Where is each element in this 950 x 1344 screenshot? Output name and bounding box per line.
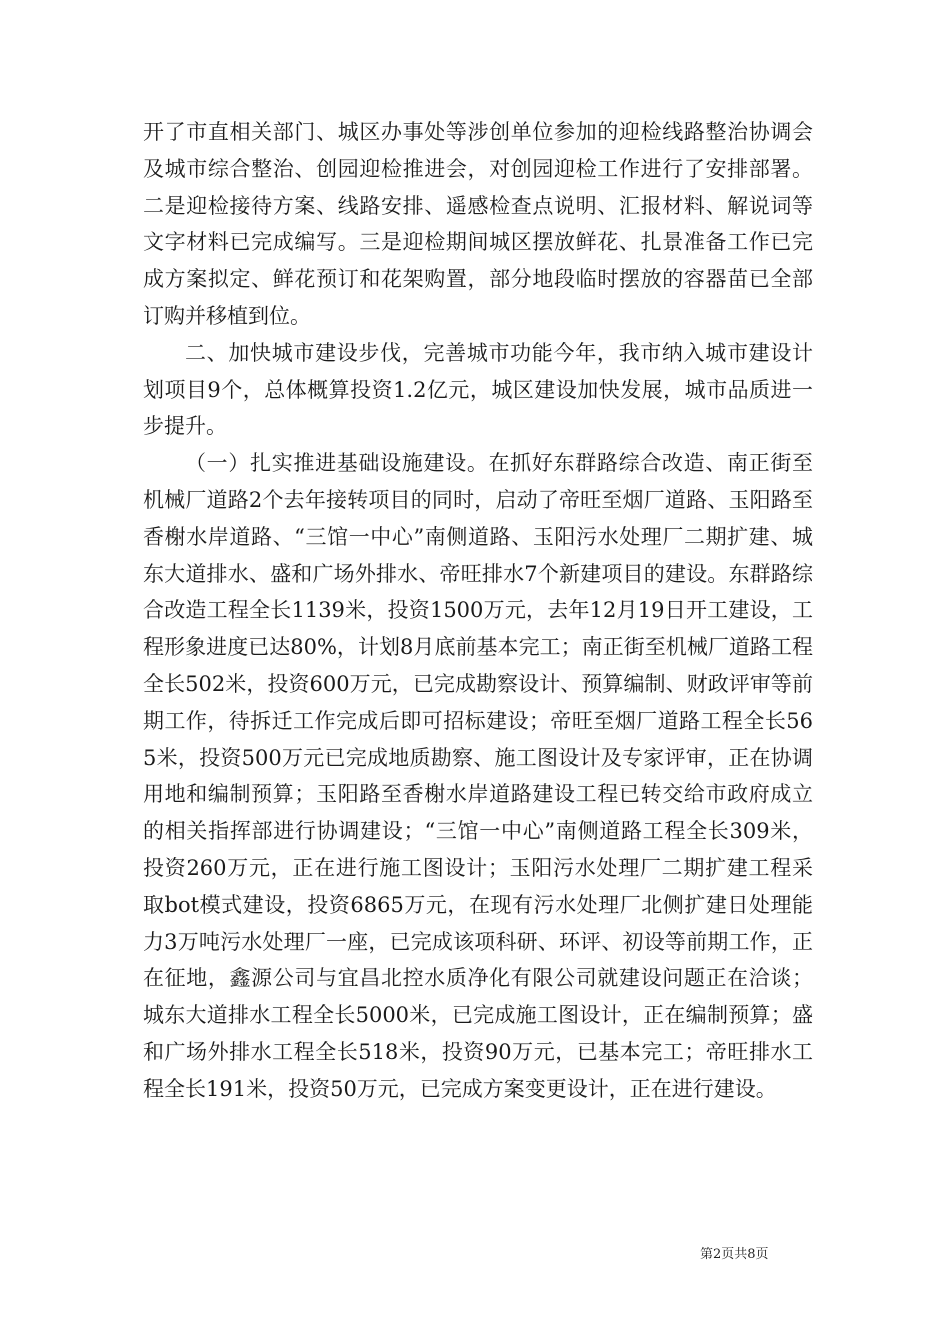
paragraph-section-two: 二、加快城市建设步伐，完善城市功能今年，我市纳入城市建设计划项目9个，总体概算投资1.2亿元，城区建设加快发展，城市品质进一步提升。 (143, 340, 813, 439)
document-body (143, 114, 813, 1108)
paragraph-infrastructure: （一）扎实推进基础设施建设。在抓好东群路综合改造、南正街至机械厂道路2个去年接转项目的同时，启动了帝旺至烟厂道路、玉阳路至香榭水岸道路、“三馆一中心”南侧道路、玉阳污水处理厂二期扩建、城东大道排水、盛和广场外排水、帝旺排水7个新建项目的建设。东群路综合改造工程全长1139米，投资1500万元，去年12月19日开工建设，工程形象进度已达80%，计划8月底前基本完工；南正街至机械厂道路工程全长502米，投资600万元，已完成勘察设计、预算编制、财政评审等前期工作，待拆迁工作完成后即可招标建设；帝旺至烟厂道路工程全长565米，投资500万元已完成地质勘察、施工图设计及专家评审，正在协调用地和编制预算；玉阳路至香榭水岸道路建设工程已转交给市政府成立的相关指挥部进行协调建设；“三馆一中心”南侧道路工程全长309米，投资260万元，正在进行施工图设计；玉阳污水处理厂二期扩建工程采取bot模式建设，投资6865万元，在现有污水处理厂北侧扩建日处理能力3万吨污水处理厂一座，已完成该项科研、环评、初设等前期工作，正在征地，鑫源公司与宜昌北控水质净化有限公司就建设问题正在洽谈；城东大道排水工程全长5000米，已完成施工图设计，正在编制预算；盛和广场外排水工程全长518米，投资90万元，已基本完工；帝旺排水工程全长191米，投资50万元，已完成方案变更设计，正在进行建设。 (143, 451, 813, 1101)
paragraph-continuation: 开了市直相关部门、城区办事处等涉创单位参加的迎检线路整治协调会及城市综合整治、创园迎检推进会，对创园迎检工作进行了安排部署。二是迎检接待方案、线路安排、遥感检查点说明、汇报材料、解说词等文字材料已完成编写。三是迎检期间城区摆放鲜花、扎景准备工作已完成方案拟定、鲜花预订和花架购置，部分地段临时摆放的容器苗已全部订购并移植到位。 (143, 120, 813, 328)
page-number-footer: 第2页共8页 (700, 1247, 769, 1262)
